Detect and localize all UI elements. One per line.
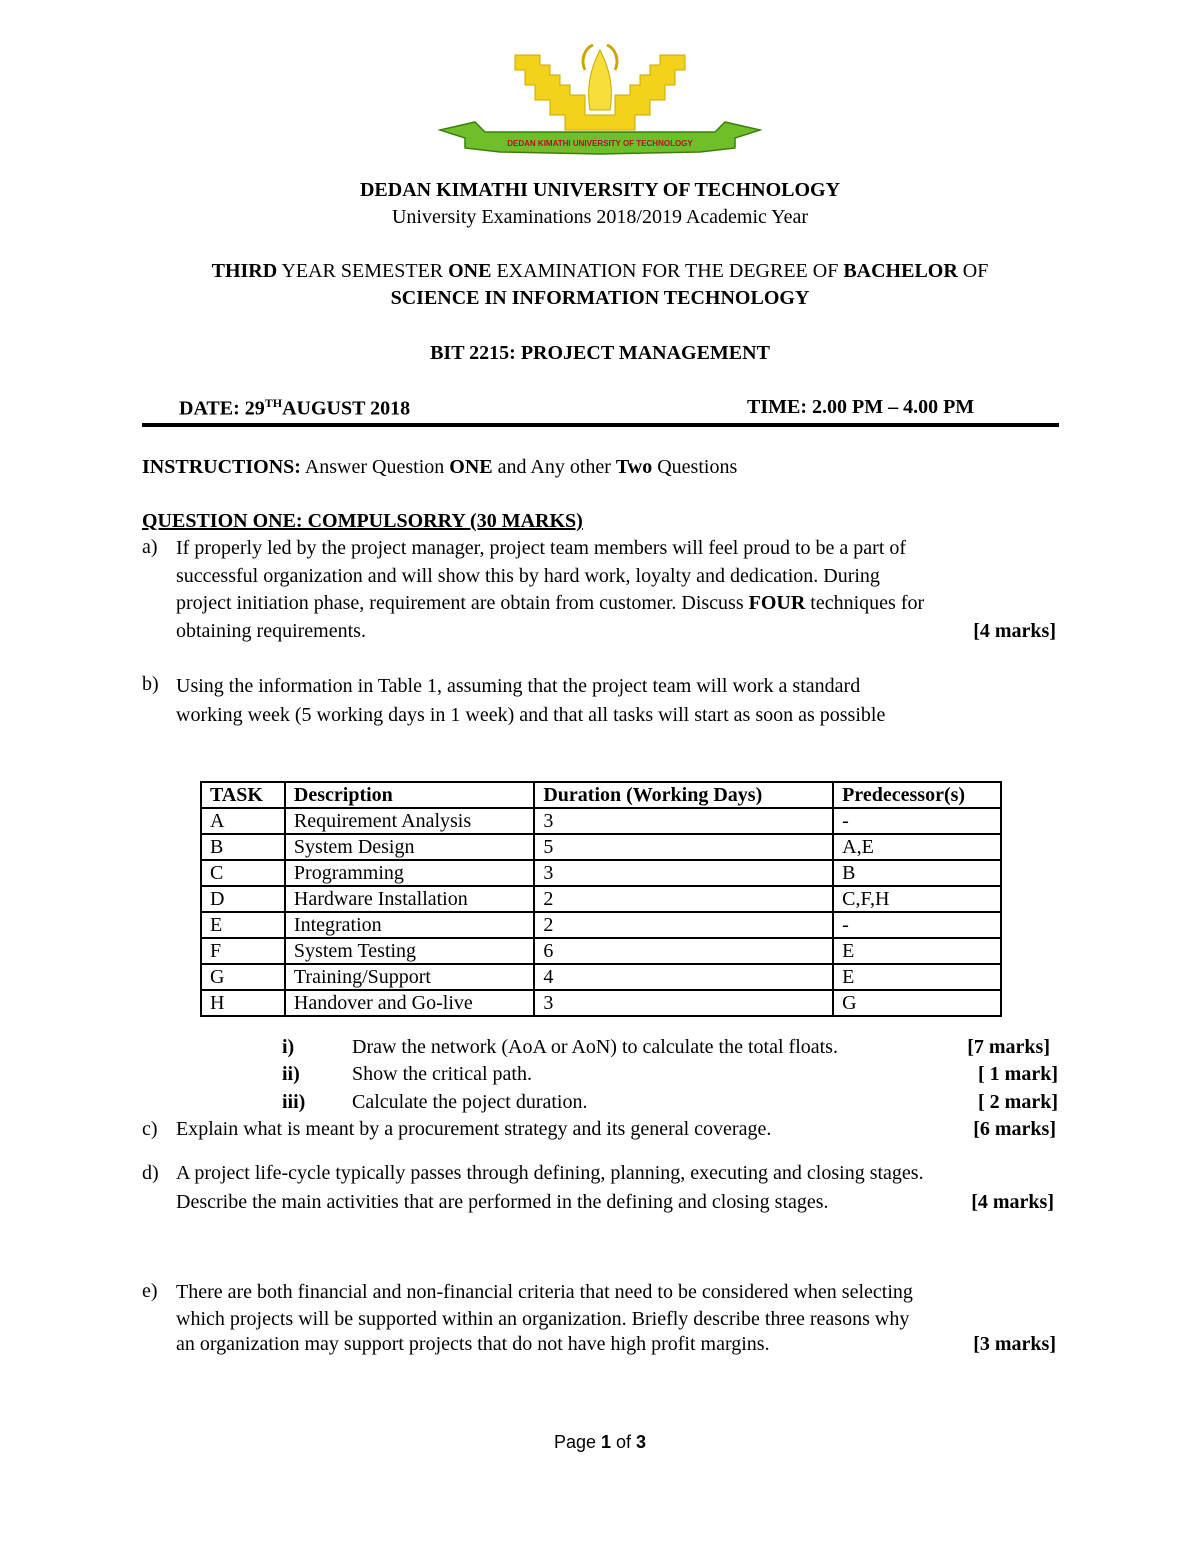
- table-header-cell: Duration (Working Days): [534, 782, 833, 808]
- table-cell: 2: [534, 886, 833, 912]
- table-cell: A: [201, 808, 285, 834]
- exam-date: DATE: 29THAUGUST 2018: [179, 396, 411, 420]
- part-e-text: There are both financial and non-financial criteria that need to be considered when selecting which projects will be supported within an organization. Briefly describe three reasons why: [176, 1281, 913, 1330]
- table-cell: Integration: [285, 912, 534, 938]
- subq-iii-num: iii): [282, 1091, 306, 1113]
- table-cell: 3: [534, 808, 833, 834]
- exam-title-line1: THIRD YEAR SEMESTER ONE EXAMINATION FOR THE DEGREE OF BACHELOR OF: [211, 260, 989, 282]
- table-cell: System Design: [285, 834, 534, 860]
- table-cell: 3: [534, 990, 833, 1016]
- part-a-text: If properly led by the project manager, project team members will feel proud to be a part of successful organization and will show this by hard work, loyalty and dedication. During project initiation phase, requirement are obtain from customer. Discuss FOUR techniques for obtaining requirements. [4 marks]: [176, 535, 1061, 645]
- table-cell: C: [201, 860, 285, 886]
- table-cell: Requirement Analysis: [285, 808, 534, 834]
- subq-iii-text: Calculate the poject duration.: [352, 1091, 588, 1113]
- table-cell: B: [833, 860, 1001, 886]
- instructions: INSTRUCTIONS: Answer Question ONE and Any other Two Questions: [142, 456, 738, 478]
- table-row: [201, 860, 1001, 886]
- table-cell: H: [201, 990, 285, 1016]
- task-table: [200, 781, 1002, 1017]
- subq-iii-marks: [ 2 mark]: [978, 1091, 1058, 1113]
- table-header-row: [201, 782, 1001, 808]
- part-d-label: d): [142, 1162, 159, 1184]
- table-cell: 3: [534, 860, 833, 886]
- university-logo: [435, 40, 765, 160]
- part-a-marks: [4 marks]: [973, 619, 1056, 642]
- table-row: [201, 938, 1001, 964]
- question-one-title: QUESTION ONE: COMPULSORRY (30 MARKS): [142, 510, 583, 532]
- table-cell: A,E: [833, 834, 1001, 860]
- table-cell: Programming: [285, 860, 534, 886]
- part-c-text: Explain what is meant by a procurement strategy and its general coverage.: [176, 1118, 772, 1140]
- table-header-cell: Description: [285, 782, 534, 808]
- table-cell: Handover and Go-live: [285, 990, 534, 1016]
- part-c-marks: [6 marks]: [973, 1118, 1056, 1140]
- table-header-cell: Predecessor(s): [833, 782, 1001, 808]
- table-cell: 5: [534, 834, 833, 860]
- subq-i-text: Draw the network (AoA or AoN) to calculate the total floats.: [352, 1036, 838, 1058]
- table-cell: E: [201, 912, 285, 938]
- table-row: [201, 964, 1001, 990]
- table-cell: -: [833, 912, 1001, 938]
- table-cell: 6: [534, 938, 833, 964]
- table-cell: D: [201, 886, 285, 912]
- part-d-line1: A project life-cycle typically passes through defining, planning, executing and closing stages.: [176, 1162, 924, 1184]
- table-cell: G: [201, 964, 285, 990]
- part-e-label: e): [142, 1280, 158, 1302]
- part-d-marks: [4 marks]: [971, 1191, 1054, 1213]
- part-e-marks: [3 marks]: [973, 1333, 1056, 1355]
- table-cell: 2: [534, 912, 833, 938]
- table-cell: C,F,H: [833, 886, 1001, 912]
- table-row: [201, 886, 1001, 912]
- exam-year: University Examinations 2018/2019 Academic Year: [391, 206, 809, 228]
- table-cell: -: [833, 808, 1001, 834]
- table-cell: Hardware Installation: [285, 886, 534, 912]
- table-cell: G: [833, 990, 1001, 1016]
- part-a-label: a): [142, 536, 158, 558]
- exam-time: TIME: 2.00 PM – 4.00 PM: [747, 396, 975, 418]
- table-header-cell: TASK: [201, 782, 285, 808]
- table-cell: 4: [534, 964, 833, 990]
- header-divider: [142, 423, 1059, 427]
- part-b-text: Using the information in Table 1, assuming that the project team will work a standard working week (5 working days in 1 week) and that all tasks will start as soon as possible: [176, 675, 886, 726]
- logo-banner-text: DEDAN KIMATHI UNIVERSITY OF TECHNOLOGY: [507, 139, 693, 148]
- subq-ii-marks: [ 1 mark]: [978, 1063, 1058, 1085]
- part-b-label: b): [142, 673, 159, 695]
- part-c-label: c): [142, 1118, 158, 1140]
- subq-ii-text: Show the critical path.: [352, 1063, 532, 1085]
- table-row: [201, 912, 1001, 938]
- subq-i-marks: [7 marks]: [967, 1036, 1050, 1058]
- table-row: [201, 808, 1001, 834]
- university-name: DEDAN KIMATHI UNIVERSITY OF TECHNOLOGY: [359, 179, 841, 201]
- table-cell: B: [201, 834, 285, 860]
- table-row: [201, 834, 1001, 860]
- table-row: [201, 990, 1001, 1016]
- table-cell: F: [201, 938, 285, 964]
- table-cell: Training/Support: [285, 964, 534, 990]
- table-cell: System Testing: [285, 938, 534, 964]
- table-cell: E: [833, 964, 1001, 990]
- subq-ii-num: ii): [282, 1063, 300, 1085]
- part-d-line2: Describe the main activities that are performed in the defining and closing stages.: [176, 1191, 829, 1213]
- part-e-line3: an organization may support projects that do not have high profit margins.: [176, 1333, 770, 1355]
- subq-i-num: i): [282, 1036, 295, 1058]
- table-cell: E: [833, 938, 1001, 964]
- page-number: Page 1 of 3: [553, 1432, 647, 1452]
- exam-title-line2: SCIENCE IN INFORMATION TECHNOLOGY: [390, 287, 810, 309]
- course-title: BIT 2215: PROJECT MANAGEMENT: [430, 342, 770, 364]
